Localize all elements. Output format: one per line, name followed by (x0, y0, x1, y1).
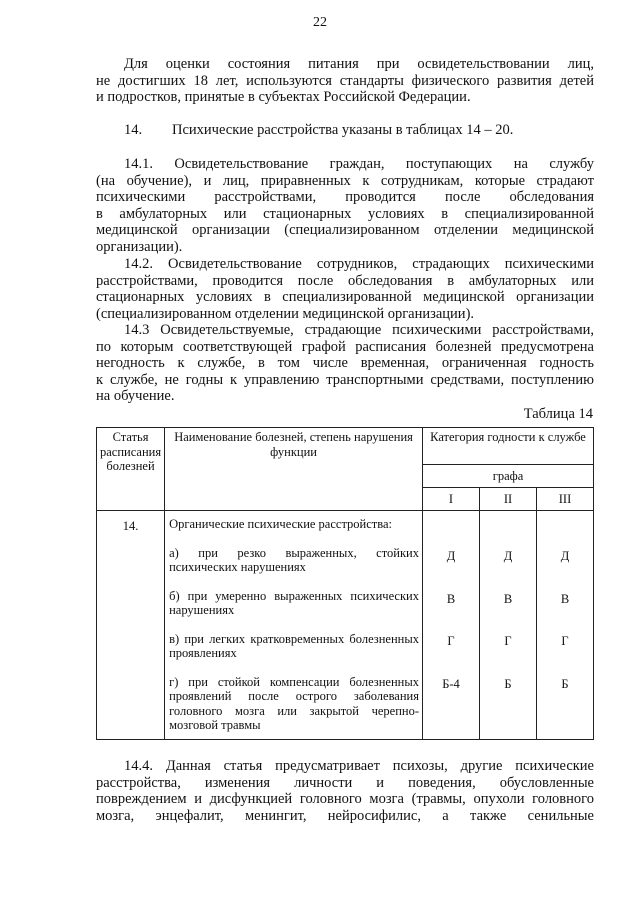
table-row (97, 511, 594, 740)
header-grafa-2: II (480, 488, 537, 511)
grade-value: Д (560, 549, 570, 563)
page-number: 22 (313, 15, 327, 30)
grade-value: Г (561, 634, 569, 648)
text-line: расстройства, изменения личности и поведения, обусловленные (96, 774, 594, 791)
disease-description (165, 511, 423, 740)
header-article: Статья расписания болезней (97, 428, 165, 511)
text-line: 14.3 Освидетельствуемые, страдающие психическими расстройствами, (124, 322, 594, 338)
article-number: 14. (97, 511, 165, 740)
text-line: к службе, не годны к управлению транспортными средствами, поступлению (96, 371, 594, 388)
grade-value: В (446, 591, 456, 606)
grade-value: Б-4 (442, 676, 460, 691)
grade-value: В (503, 591, 513, 606)
grade-value: Д (503, 549, 513, 563)
grade-value: В (560, 591, 570, 606)
text-line: и подростков, принятые в субъектах Российской Федерации. (96, 89, 471, 106)
item-b: б) при умеренно выраженных психических нарушениях (169, 588, 419, 617)
item-v: в) при легких кратковременных болезненных проявлениях (169, 631, 419, 660)
section-number: 14. (124, 122, 143, 138)
paragraph-14-1 (96, 156, 594, 256)
grade-value: Д (446, 549, 456, 563)
text-line: медицинской организации (специализированном отделении медицинской (96, 222, 594, 239)
grade-value: Б (504, 676, 512, 691)
table-14 (96, 427, 594, 740)
paragraph-14-2 (96, 256, 594, 322)
item-g: г) при стойкой компенсации болезненных проявлений после острого заболевания головного мозга или закрытой черепно-мозговой травмы (169, 674, 419, 732)
grade-value: Г (447, 634, 455, 648)
grafa-3-grades (537, 511, 594, 740)
section-14-heading (124, 122, 513, 139)
table-header-row (97, 428, 594, 465)
disease-title: Органические психические расстройства: (169, 517, 393, 531)
text-line: по которым соответствующей графой расписания болезней предусмотрена (96, 338, 594, 355)
header-grafa-3: III (537, 488, 594, 511)
text-line: в амбулаторных или стационарных условиях в специализированной (96, 205, 594, 222)
paragraph-14-3 (96, 322, 594, 405)
section-text: Психические расстройства указаны в таблицах 14 – 20. (172, 122, 514, 138)
text-line: не достигших 18 лет, используются стандарты физического развития детей (96, 72, 594, 89)
table-caption: Таблица 14 (523, 406, 593, 422)
text-line: Для оценки состояния питания при освидетельствовании лиц, (124, 56, 594, 72)
grafa-1-grades (423, 511, 480, 740)
header-grafa-1: I (423, 488, 480, 511)
paragraph-14-4 (96, 758, 594, 824)
header-disease-name: Наименование болезней, степень нарушения функции (165, 428, 423, 511)
intro-paragraph (96, 56, 594, 106)
item-a: а) при резко выраженных, стойких психических нарушениях (169, 545, 419, 574)
grade-value: Г (504, 634, 512, 648)
header-category: Категория годности к службе (423, 428, 594, 465)
text-line: 14.1. Освидетельствование граждан, поступающих на службу (124, 156, 594, 172)
text-line: (на обучение), и лиц, приравненных к сотрудникам, которые страдают (96, 172, 594, 189)
text-line: 14.4. Данная статья предусматривает психозы, другие психические (124, 758, 594, 774)
text-line: повреждением и дисфункцией головного мозга (травмы, опухоли головного (96, 791, 594, 808)
text-line: организации). (96, 238, 183, 255)
grade-value: Б (561, 676, 569, 691)
text-line: расстройствами, проводится после обследования в амбулаторных или (96, 272, 594, 289)
text-line: мозга, энцефалит, менингит, нейросифилис, а также сенильные (96, 807, 594, 824)
text-line: стационарных условиях в специализированной медицинской организации (96, 289, 594, 306)
grafa-2-grades (480, 511, 537, 740)
text-line: психическими расстройствами, проводится после обследования (96, 189, 594, 206)
text-line: (специализированном отделении медицинской организации). (96, 305, 475, 322)
text-line: негодность к службе, в том числе временная, ограниченная годность (96, 355, 594, 372)
header-grafa: графа (423, 465, 594, 488)
text-line: 14.2. Освидетельствование сотрудников, страдающих психическими (124, 256, 594, 272)
text-line: на обучение. (96, 388, 175, 405)
